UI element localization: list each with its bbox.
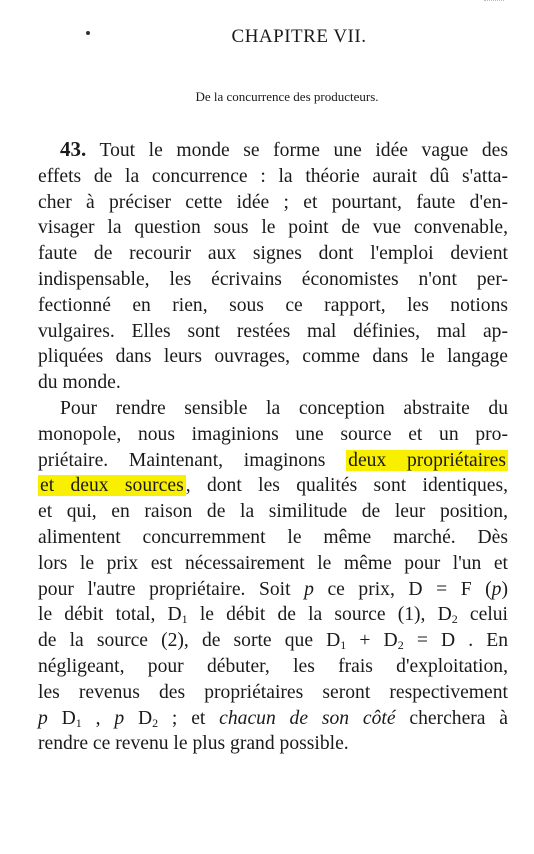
chapter-subtitle: De la concurrence des producteurs. xyxy=(195,89,379,104)
paragraph-1-line: du monde. xyxy=(38,372,121,394)
paragraph-1-line: fectionné en rien, sous ce rapport, les notions xyxy=(38,294,508,316)
highlighted-text: deux propriétaires xyxy=(348,449,506,471)
section-number: 43. xyxy=(60,137,87,161)
paragraph-1-line: faute de recourir aux signes dont l'emploi devient xyxy=(38,243,508,265)
paragraph-2-line: pour l'autre propriétaire. Soit p ce prix, D = F (p) xyxy=(38,578,508,600)
paragraph-1-line: effets de la concurrence : la théorie aurait dû s'atta- xyxy=(38,165,508,187)
chapter-title: CHAPITRE VII. xyxy=(231,26,367,47)
paragraph-2-line: Pour rendre sensible la conception abstraite du xyxy=(60,397,508,419)
paragraph-2-line: le débit total, $D_1$ le débit de la source (1), $D_2$ celui xyxy=(38,604,509,627)
paragraph-2-line: monopole, nous imaginions une source et un pro- xyxy=(38,423,508,445)
paragraph-2-line: p $D_1$ , p $D_2$ ; et chacun de son côté cherchera à xyxy=(38,707,509,730)
body-text xyxy=(38,137,508,757)
paragraph-2-line: rendre ce revenu le plus grand possible. xyxy=(38,733,349,755)
paragraph-1-line: vulgaires. Elles sont restées mal définies, mal ap- xyxy=(38,320,508,342)
paragraph-1-line: 43. Tout le monde se forme une idée vague des xyxy=(60,137,509,161)
paragraph-2-line: priétaire. Maintenant, imaginons deux propriétaires xyxy=(38,449,506,471)
page-corner-mark xyxy=(484,0,504,4)
paragraph-2-line: et deux sources , dont les qualités sont identiques, xyxy=(40,475,508,497)
paragraph-1-line: cher à préciser cette idée ; et pourtant, faute d'en- xyxy=(38,191,508,213)
highlighted-text: et deux sources xyxy=(40,475,184,497)
paragraph-1-line: visager la question sous le point de vue convenable, xyxy=(38,217,508,239)
paragraph-1-line: pliquées dans leurs ouvrages, comme dans le langage xyxy=(38,346,508,368)
paragraph-2-line: alimentent concurremment le même marché. Dès xyxy=(38,526,508,548)
paragraph-2-line: lors le prix est nécessairement le même pour l'un et xyxy=(38,552,508,574)
paragraph-2-line: les revenus des propriétaires seront respectivement xyxy=(38,681,508,703)
paragraph-2-line: et qui, en raison de la similitude de leur position, xyxy=(38,501,508,523)
paragraph-2-line: de la source (2), de sorte que $D_1 + D_2 = D$ . En xyxy=(38,630,509,653)
paragraph-1-line: indispensable, les écrivains économistes n'ont per- xyxy=(38,268,508,290)
paragraph-2-line: négligeant, pour débuter, les frais d'exploitation, xyxy=(38,655,508,677)
